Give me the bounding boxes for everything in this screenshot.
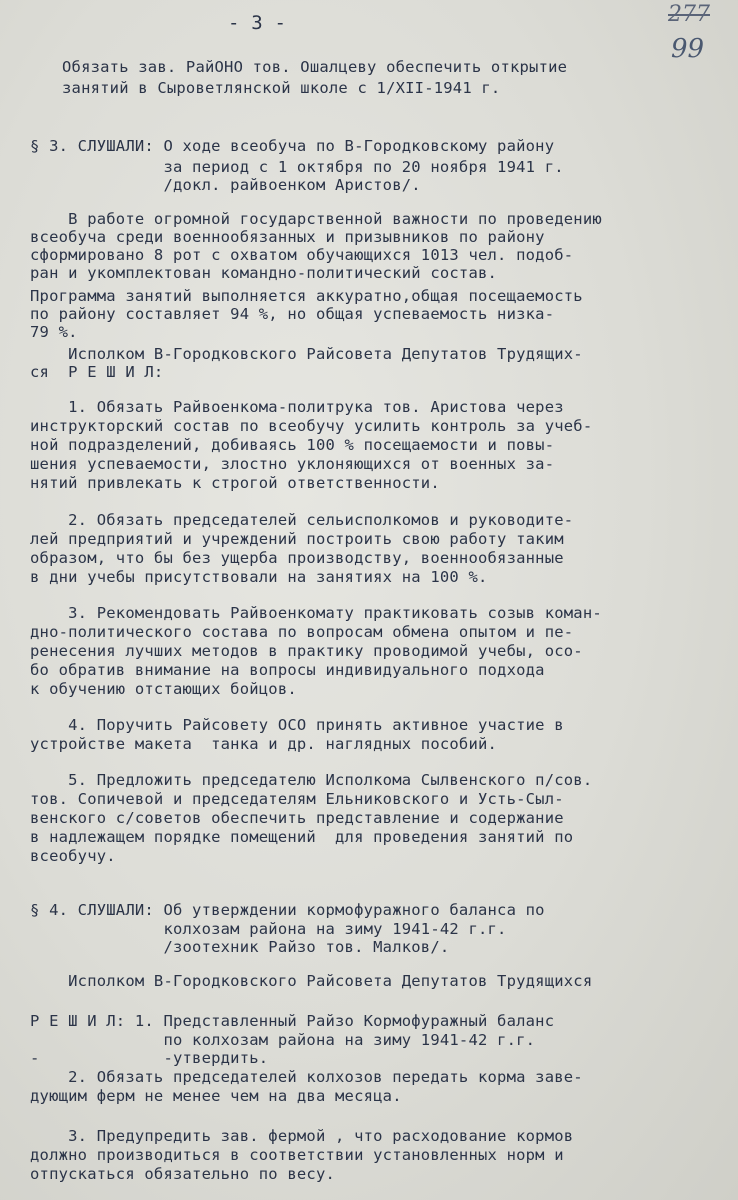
- section-3-intro: В работе огромной государственной важности по проведению: [30, 210, 602, 228]
- point-1: инструкторский состав по всеобучу усилить контроль за учеб-: [30, 417, 593, 435]
- point-5: всеобучу.: [30, 847, 116, 865]
- point-4: устройстве макета танка и др. наглядных пособий.: [30, 735, 498, 753]
- point-3: дно-политического состава по вопросам обмена опытом и пе-: [30, 623, 574, 641]
- point-2: образом, что бы без ущерба производству, военнообязанные: [30, 549, 564, 567]
- archive-number-top: 277: [668, 2, 710, 27]
- section-4-decision: Р Е Ш И Л: 1. Представленный Райзо Кормофуражный баланс: [30, 1012, 555, 1030]
- point-1: нятий привлекать к строгой ответственности.: [30, 474, 440, 492]
- section-4-point-3: отпускаться обязательно по весу.: [30, 1165, 336, 1183]
- point-1: ной подразделений, добиваясь 100 % посещаемости и повы-: [30, 436, 555, 454]
- section-3-heading: § 3. СЛУШАЛИ: О ходе всеобуча по В-Городковскому району: [30, 137, 555, 155]
- section-4-decision: по колхозам района на зиму 1941-42 г.г.: [30, 1031, 536, 1049]
- section-3-heading: за период с 1 октября по 20 ноября 1941 г.: [30, 158, 564, 176]
- section-3-resolved: Исполком В-Городковского Райсовета Депутатов Трудящих-: [30, 345, 583, 363]
- point-5: 5. Предложить председателю Исполкома Сылвенского п/сов.: [30, 771, 593, 789]
- point-1: 1. Обязать Райвоенкома-политрука тов. Аристова через: [30, 398, 564, 416]
- section-4-resolved: Исполком В-Городковского Райсовета Депутатов Трудящихся: [30, 972, 593, 990]
- section-4-decision: - -утвердить.: [30, 1049, 269, 1067]
- section-4-heading: /зоотехник Райзо тов. Малков/.: [30, 938, 450, 956]
- section-3-intro: всеобуча среди военнообязанных и призывников по району: [30, 228, 545, 246]
- point-3: 3. Рекомендовать Райвоенкомату практиковать созыв коман-: [30, 604, 602, 622]
- section-3-resolved: ся Р Е Ш И Л:: [30, 363, 164, 381]
- point-5: тов. Сопичевой и председателям Ельниковского и Усть-Сыл-: [30, 790, 564, 808]
- section-4-point-3: должно производиться в соответствии установленных норм и: [30, 1146, 564, 1164]
- page-number: - 3 -: [228, 12, 287, 34]
- point-3: бо обратив внимание на вопросы индивидуального подхода: [30, 661, 545, 679]
- archive-number: 99: [671, 34, 705, 64]
- point-5: венского с/советов обеспечить представление и содержание: [30, 809, 564, 827]
- section-4-point-2: 2. Обязать председателей колхозов передать корма заве-: [30, 1068, 583, 1086]
- point-3: ренесения лучших методов в практику проводимой учебы, осо-: [30, 642, 583, 660]
- section-3-intro: 79 %.: [30, 323, 78, 341]
- point-1: шения успеваемости, злостно уклоняющихся от военных за-: [30, 455, 555, 473]
- point-5: в надлежащем порядке помещений для проведения занятий по: [30, 828, 574, 846]
- point-3: к обучению отстающих бойцов.: [30, 680, 297, 698]
- section-4-heading: § 4. СЛУШАЛИ: Об утверждении кормофуражного баланса по: [30, 901, 545, 919]
- section-4-heading: колхозам района на зиму 1941-42 г.г.: [30, 920, 507, 938]
- point-4: 4. Поручить Райсовету ОСО принять активное участие в: [30, 716, 564, 734]
- header-line: Обязать зав. РайОНО тов. Ошалцеву обеспечить открытие: [62, 58, 568, 76]
- point-2: в дни учебы присутствовали на занятиях на 100 %.: [30, 568, 488, 586]
- section-3-heading: /докл. райвоенком Аристов/.: [30, 176, 421, 194]
- section-3-intro: ран и укомплектован командно-политический состав.: [30, 264, 498, 282]
- section-3-intro: по району составляет 94 %, но общая успеваемость низка-: [30, 305, 555, 323]
- section-3-intro: Программа занятий выполняется аккуратно,общая посещаемость: [30, 287, 583, 305]
- point-2: лей предприятий и учреждений построить свою работу таким: [30, 530, 564, 548]
- section-4-point-2: дующим ферм не менее чем на два месяца.: [30, 1087, 402, 1105]
- header-line: занятий в Сыроветлянской школе с 1/XII-1941 г.: [62, 79, 501, 97]
- point-2: 2. Обязать председателей сельисполкомов и руководите-: [30, 511, 574, 529]
- section-4-point-3: 3. Предупредить зав. фермой , что расходование кормов: [30, 1127, 574, 1145]
- section-3-intro: сформировано 8 рот с охватом обучающихся 1013 чел. подоб-: [30, 246, 574, 264]
